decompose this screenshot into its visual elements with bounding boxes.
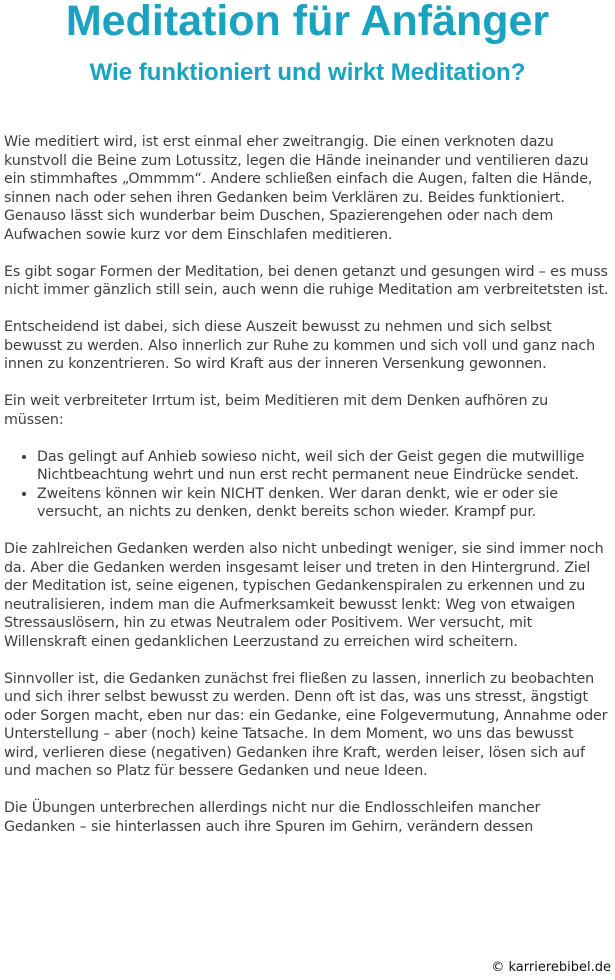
copyright-icon: © — [491, 960, 505, 975]
list-item: • Das gelingt auf Anhieb sowieso nicht, weil sich der Geist gegen die mutwillige Nichtbeachtung wehrt und nun erst recht permanent neue Eindrücke sendet. — [37, 448, 611, 485]
paragraph: Sinnvoller ist, die Gedanken zunächst frei fließen zu lassen, innerlich zu beobachten und sich ihrer selbst bewusst zu werden. Denn oft ist das, was uns stresst, ängstigt oder Sorgen macht, eben nur das: ein Gedanke, eine Folgevermutung, Annahme oder Unterstellung – aber (noch) keine Tatsache. In dem Moment, wo uns das bewusst wird, verlieren diese (negativen) Gedanken ihre Kraft, werden leiser, lösen sich auf und machen so Platz für bessere Gedanken und neue Ideen. — [4, 670, 608, 779]
paragraph: Die zahlreichen Gedanken werden also nicht unbedingt weniger, sie sind immer noch da. Aber die Gedanken werden insgesamt leiser und treten in den Hintergrund. Ziel der Meditation ist, seine eigenen, typischen Gedankenspiralen zu erkennen und zu neutralisieren, indem man die Aufmerksamkeit bewusst lenkt: Weg von etwaigen Stressauslösern, hin zu etwas Neutralem oder Positivem. Wer versucht, mit Willenskraft einen gedanklichen Leerzustand zu erreichen wird scheitern. — [4, 541, 604, 650]
paragraph: Wie meditiert wird, ist erst einmal eher zweitrangig. Die einen verknoten dazu kunstvoll die Beine zum Lotussitz, legen die Hände ineinander und ventilieren dazu ein stimmhaftes „Ommmm“. Andere schließen einfach die Augen, falten die Hände, sinnen nach oder sehen ihren Gedanken beim Verklären zu. Beides funktioniert. Genauso lässt sich wunderbar beim Duschen, Spazierengehen oder nach dem Aufwachen sowie kurz vor dem Einschlafen meditieren. — [4, 134, 593, 243]
list-item: • Zweitens können wir kein NICHT denken. Wer daran denkt, wie er oder sie versucht, an nichts zu denken, denkt bereits schon wieder. Krampf pur. — [37, 485, 611, 522]
paragraph: Ein weit verbreiteter Irrtum ist, beim Meditieren mit dem Denken aufhören zu müssen: — [4, 393, 549, 428]
page-subtitle: Wie funktioniert und wirkt Meditation? — [89, 59, 526, 86]
paragraph: Entscheidend ist dabei, sich diese Auszeit bewusst zu nehmen und sich selbst bewusst zu werden. Also innerlich zur Ruhe zu kommen und sich voll und ganz nach innen zu konzentrieren. So wird Kraft aus der inneren Versenkung gewonnen. — [4, 319, 595, 372]
paragraph: Es gibt sogar Formen der Meditation, bei denen getanzt und gesungen wird – es muss nicht immer gänzlich still sein, auch wenn die ruhige Meditation am verbreitetsten ist. — [4, 263, 609, 298]
copyright-footer — [491, 960, 611, 976]
site-name: karrierebibel.de — [508, 960, 611, 975]
paragraph: Die Übungen unterbrechen allerdings nicht nur die Endlosschleifen mancher Gedanken – sie hinterlassen auch ihre Spuren im Gehirn, verändern dessen — [4, 800, 541, 835]
article-body — [4, 133, 611, 855]
page-title: Meditation für Anfänger — [65, 0, 550, 45]
bullet-list — [4, 448, 611, 522]
